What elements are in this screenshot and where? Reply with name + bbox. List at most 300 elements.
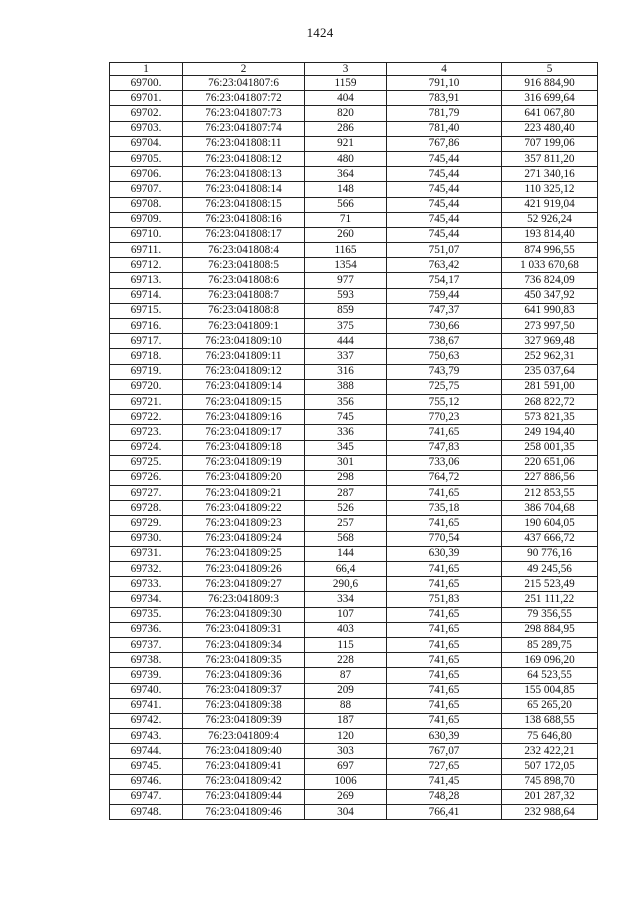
area-cell: 375 <box>305 319 387 334</box>
row-number-cell: 69746. <box>110 774 183 789</box>
specific-value-cell: 747,37 <box>387 303 502 318</box>
specific-value-cell: 748,28 <box>387 789 502 804</box>
row-number-cell: 69710. <box>110 227 183 242</box>
table-row <box>110 729 598 744</box>
cadastral-value-cell: 232 422,21 <box>502 744 598 759</box>
row-number-cell: 69721. <box>110 394 183 409</box>
table-body <box>110 76 598 820</box>
area-cell: 144 <box>305 546 387 561</box>
cadastral-value-cell: 252 962,31 <box>502 349 598 364</box>
cadastral-value-cell: 736 824,09 <box>502 273 598 288</box>
area-cell: 115 <box>305 637 387 652</box>
area-cell: 187 <box>305 713 387 728</box>
cadastral-value-cell: 316 699,64 <box>502 91 598 106</box>
area-cell: 269 <box>305 789 387 804</box>
row-number-cell: 69711. <box>110 243 183 258</box>
specific-value-cell: 745,44 <box>387 212 502 227</box>
area-cell: 345 <box>305 440 387 455</box>
area-cell: 286 <box>305 121 387 136</box>
cadastral-number-cell: 76:23:041809:36 <box>183 668 305 683</box>
cadastral-value-cell: 249 194,40 <box>502 425 598 440</box>
table-row <box>110 273 598 288</box>
row-number-cell: 69737. <box>110 637 183 652</box>
cadastral-number-cell: 76:23:041809:31 <box>183 622 305 637</box>
specific-value-cell: 750,63 <box>387 349 502 364</box>
row-number-cell: 69716. <box>110 319 183 334</box>
area-cell: 304 <box>305 805 387 820</box>
cadastral-value-cell: 258 001,35 <box>502 440 598 455</box>
cadastral-value-cell: 641 067,80 <box>502 106 598 121</box>
area-cell: 745 <box>305 410 387 425</box>
table-row <box>110 106 598 121</box>
area-cell: 593 <box>305 288 387 303</box>
area-cell: 921 <box>305 136 387 151</box>
cadastral-number-cell: 76:23:041809:1 <box>183 319 305 334</box>
row-number-cell: 69731. <box>110 546 183 561</box>
cadastral-value-cell: 916 884,90 <box>502 76 598 91</box>
cadastral-number-cell: 76:23:041809:26 <box>183 562 305 577</box>
specific-value-cell: 741,65 <box>387 486 502 501</box>
row-number-cell: 69728. <box>110 501 183 516</box>
row-number-cell: 69715. <box>110 303 183 318</box>
row-number-cell: 69701. <box>110 91 183 106</box>
cadastral-number-cell: 76:23:041808:11 <box>183 136 305 151</box>
specific-value-cell: 791,10 <box>387 76 502 91</box>
specific-value-cell: 741,65 <box>387 607 502 622</box>
row-number-cell: 69700. <box>110 76 183 91</box>
cadastral-number-cell: 76:23:041809:24 <box>183 531 305 546</box>
cadastral-number-cell: 76:23:041809:42 <box>183 774 305 789</box>
specific-value-cell: 747,83 <box>387 440 502 455</box>
cadastral-number-cell: 76:23:041809:35 <box>183 653 305 668</box>
cadastral-number-cell: 76:23:041809:12 <box>183 364 305 379</box>
table-row <box>110 455 598 470</box>
specific-value-cell: 741,65 <box>387 653 502 668</box>
cadastral-value-cell: 75 646,80 <box>502 729 598 744</box>
specific-value-cell: 745,44 <box>387 151 502 166</box>
specific-value-cell: 770,23 <box>387 410 502 425</box>
area-cell: 107 <box>305 607 387 622</box>
row-number-cell: 69729. <box>110 516 183 531</box>
row-number-cell: 69735. <box>110 607 183 622</box>
cadastral-number-cell: 76:23:041809:25 <box>183 546 305 561</box>
column-header-2: 2 <box>183 63 305 76</box>
row-number-cell: 69745. <box>110 759 183 774</box>
row-number-cell: 69724. <box>110 440 183 455</box>
specific-value-cell: 727,65 <box>387 759 502 774</box>
cadastral-number-cell: 76:23:041807:74 <box>183 121 305 136</box>
specific-value-cell: 751,07 <box>387 243 502 258</box>
row-number-cell: 69704. <box>110 136 183 151</box>
specific-value-cell: 741,65 <box>387 713 502 728</box>
table-row <box>110 212 598 227</box>
cadastral-number-cell: 76:23:041809:41 <box>183 759 305 774</box>
cadastral-number-cell: 76:23:041808:6 <box>183 273 305 288</box>
cadastral-number-cell: 76:23:041809:23 <box>183 516 305 531</box>
specific-value-cell: 741,65 <box>387 637 502 652</box>
cadastral-value-cell: 273 997,50 <box>502 319 598 334</box>
specific-value-cell: 745,44 <box>387 227 502 242</box>
cadastral-number-cell: 76:23:041808:4 <box>183 243 305 258</box>
row-number-cell: 69734. <box>110 592 183 607</box>
cadastral-number-cell: 76:23:041809:10 <box>183 334 305 349</box>
area-cell: 1165 <box>305 243 387 258</box>
row-number-cell: 69717. <box>110 334 183 349</box>
area-cell: 566 <box>305 197 387 212</box>
cadastral-number-cell: 76:23:041809:16 <box>183 410 305 425</box>
row-number-cell: 69741. <box>110 698 183 713</box>
row-number-cell: 69727. <box>110 486 183 501</box>
column-header-3: 3 <box>305 63 387 76</box>
row-number-cell: 69708. <box>110 197 183 212</box>
column-header-1: 1 <box>110 63 183 76</box>
table-row <box>110 653 598 668</box>
area-cell: 859 <box>305 303 387 318</box>
row-number-cell: 69740. <box>110 683 183 698</box>
cadastral-number-cell: 76:23:041809:30 <box>183 607 305 622</box>
cadastral-number-cell: 76:23:041807:73 <box>183 106 305 121</box>
table-row <box>110 637 598 652</box>
area-cell: 228 <box>305 653 387 668</box>
table-row <box>110 607 598 622</box>
row-number-cell: 69726. <box>110 470 183 485</box>
cadastral-value-cell: 251 111,22 <box>502 592 598 607</box>
specific-value-cell: 738,67 <box>387 334 502 349</box>
table-row <box>110 501 598 516</box>
cadastral-number-cell: 76:23:041809:20 <box>183 470 305 485</box>
specific-value-cell: 725,75 <box>387 379 502 394</box>
specific-value-cell: 745,44 <box>387 167 502 182</box>
table-row <box>110 531 598 546</box>
row-number-cell: 69712. <box>110 258 183 273</box>
area-cell: 298 <box>305 470 387 485</box>
row-number-cell: 69707. <box>110 182 183 197</box>
cadastral-value-cell: 707 199,06 <box>502 136 598 151</box>
cadastral-number-cell: 76:23:041809:38 <box>183 698 305 713</box>
table-row <box>110 744 598 759</box>
area-cell: 1006 <box>305 774 387 789</box>
row-number-cell: 69736. <box>110 622 183 637</box>
specific-value-cell: 630,39 <box>387 546 502 561</box>
area-cell: 1354 <box>305 258 387 273</box>
cadastral-value-cell: 79 356,55 <box>502 607 598 622</box>
specific-value-cell: 755,12 <box>387 394 502 409</box>
specific-value-cell: 751,83 <box>387 592 502 607</box>
area-cell: 287 <box>305 486 387 501</box>
table-row <box>110 486 598 501</box>
table-row <box>110 76 598 91</box>
cadastral-number-cell: 76:23:041808:5 <box>183 258 305 273</box>
area-cell: 480 <box>305 151 387 166</box>
row-number-cell: 69743. <box>110 729 183 744</box>
specific-value-cell: 745,44 <box>387 197 502 212</box>
area-cell: 1159 <box>305 76 387 91</box>
cadastral-value-cell: 193 814,40 <box>502 227 598 242</box>
cadastral-value-cell: 1 033 670,68 <box>502 258 598 273</box>
cadastral-number-cell: 76:23:041809:39 <box>183 713 305 728</box>
table-row <box>110 167 598 182</box>
row-number-cell: 69714. <box>110 288 183 303</box>
area-cell: 120 <box>305 729 387 744</box>
cadastral-number-cell: 76:23:041809:22 <box>183 501 305 516</box>
area-cell: 209 <box>305 683 387 698</box>
table-header-row <box>110 63 598 76</box>
cadastral-value-cell: 49 245,56 <box>502 562 598 577</box>
cadastral-value-cell: 155 004,85 <box>502 683 598 698</box>
cadastral-number-cell: 76:23:041808:8 <box>183 303 305 318</box>
table-row <box>110 121 598 136</box>
cadastral-value-cell: 874 996,55 <box>502 243 598 258</box>
table-row <box>110 516 598 531</box>
specific-value-cell: 770,54 <box>387 531 502 546</box>
specific-value-cell: 767,86 <box>387 136 502 151</box>
table-row <box>110 334 598 349</box>
table-row <box>110 151 598 166</box>
cadastral-value-cell: 507 172,05 <box>502 759 598 774</box>
cadastral-value-cell: 223 480,40 <box>502 121 598 136</box>
table-row <box>110 789 598 804</box>
table-row <box>110 470 598 485</box>
cadastral-value-cell: 357 811,20 <box>502 151 598 166</box>
row-number-cell: 69718. <box>110 349 183 364</box>
cadastral-number-cell: 76:23:041809:46 <box>183 805 305 820</box>
cadastral-number-cell: 76:23:041809:19 <box>183 455 305 470</box>
cadastral-number-cell: 76:23:041807:72 <box>183 91 305 106</box>
area-cell: 404 <box>305 91 387 106</box>
row-number-cell: 69709. <box>110 212 183 227</box>
area-cell: 336 <box>305 425 387 440</box>
cadastral-value-cell: 220 651,06 <box>502 455 598 470</box>
area-cell: 337 <box>305 349 387 364</box>
cadastral-value-cell: 232 988,64 <box>502 805 598 820</box>
cadastral-value-cell: 281 591,00 <box>502 379 598 394</box>
cadastral-value-table <box>109 62 598 820</box>
cadastral-number-cell: 76:23:041809:40 <box>183 744 305 759</box>
specific-value-cell: 754,17 <box>387 273 502 288</box>
cadastral-number-cell: 76:23:041809:27 <box>183 577 305 592</box>
cadastral-number-cell: 76:23:041807:6 <box>183 76 305 91</box>
cadastral-value-cell: 327 969,48 <box>502 334 598 349</box>
cadastral-number-cell: 76:23:041809:17 <box>183 425 305 440</box>
specific-value-cell: 741,65 <box>387 562 502 577</box>
cadastral-value-cell: 386 704,68 <box>502 501 598 516</box>
cadastral-number-cell: 76:23:041809:37 <box>183 683 305 698</box>
cadastral-value-cell: 268 822,72 <box>502 394 598 409</box>
table-row <box>110 683 598 698</box>
row-number-cell: 69733. <box>110 577 183 592</box>
cadastral-value-cell: 110 325,12 <box>502 182 598 197</box>
specific-value-cell: 741,65 <box>387 622 502 637</box>
specific-value-cell: 759,44 <box>387 288 502 303</box>
row-number-cell: 69720. <box>110 379 183 394</box>
area-cell: 257 <box>305 516 387 531</box>
cadastral-value-cell: 85 289,75 <box>502 637 598 652</box>
cadastral-number-cell: 76:23:041808:16 <box>183 212 305 227</box>
cadastral-number-cell: 76:23:041809:14 <box>183 379 305 394</box>
area-cell: 526 <box>305 501 387 516</box>
cadastral-value-cell: 169 096,20 <box>502 653 598 668</box>
specific-value-cell: 741,65 <box>387 425 502 440</box>
row-number-cell: 69739. <box>110 668 183 683</box>
table-row <box>110 577 598 592</box>
cadastral-value-cell: 90 776,16 <box>502 546 598 561</box>
table-row <box>110 349 598 364</box>
specific-value-cell: 763,42 <box>387 258 502 273</box>
specific-value-cell: 741,65 <box>387 516 502 531</box>
column-header-4: 4 <box>387 63 502 76</box>
cadastral-number-cell: 76:23:041809:34 <box>183 637 305 652</box>
cadastral-number-cell: 76:23:041809:4 <box>183 729 305 744</box>
table-row <box>110 182 598 197</box>
specific-value-cell: 733,06 <box>387 455 502 470</box>
row-number-cell: 69725. <box>110 455 183 470</box>
cadastral-value-cell: 641 990,83 <box>502 303 598 318</box>
row-number-cell: 69742. <box>110 713 183 728</box>
table-row <box>110 410 598 425</box>
row-number-cell: 69723. <box>110 425 183 440</box>
cadastral-number-cell: 76:23:041808:15 <box>183 197 305 212</box>
area-cell: 697 <box>305 759 387 774</box>
cadastral-number-cell: 76:23:041809:15 <box>183 394 305 409</box>
table-row <box>110 197 598 212</box>
cadastral-value-cell: 271 340,16 <box>502 167 598 182</box>
table-row <box>110 319 598 334</box>
table-row <box>110 364 598 379</box>
area-cell: 66,4 <box>305 562 387 577</box>
area-cell: 87 <box>305 668 387 683</box>
specific-value-cell: 730,66 <box>387 319 502 334</box>
cadastral-number-cell: 76:23:041808:13 <box>183 167 305 182</box>
cadastral-number-cell: 76:23:041809:11 <box>183 349 305 364</box>
row-number-cell: 69702. <box>110 106 183 121</box>
specific-value-cell: 741,65 <box>387 668 502 683</box>
row-number-cell: 69722. <box>110 410 183 425</box>
cadastral-value-cell: 201 287,32 <box>502 789 598 804</box>
cadastral-number-cell: 76:23:041809:44 <box>183 789 305 804</box>
cadastral-value-cell: 745 898,70 <box>502 774 598 789</box>
area-cell: 334 <box>305 592 387 607</box>
cadastral-value-cell: 437 666,72 <box>502 531 598 546</box>
area-cell: 444 <box>305 334 387 349</box>
cadastral-number-cell: 76:23:041809:3 <box>183 592 305 607</box>
area-cell: 303 <box>305 744 387 759</box>
cadastral-value-cell: 450 347,92 <box>502 288 598 303</box>
row-number-cell: 69732. <box>110 562 183 577</box>
cadastral-value-cell: 138 688,55 <box>502 713 598 728</box>
specific-value-cell: 745,44 <box>387 182 502 197</box>
cadastral-value-cell: 235 037,64 <box>502 364 598 379</box>
table-row <box>110 440 598 455</box>
row-number-cell: 69748. <box>110 805 183 820</box>
area-cell: 356 <box>305 394 387 409</box>
table-row <box>110 622 598 637</box>
cadastral-value-cell: 215 523,49 <box>502 577 598 592</box>
row-number-cell: 69713. <box>110 273 183 288</box>
table-row <box>110 303 598 318</box>
cadastral-number-cell: 76:23:041808:17 <box>183 227 305 242</box>
cadastral-number-cell: 76:23:041809:18 <box>183 440 305 455</box>
table-row <box>110 379 598 394</box>
cadastral-value-cell: 52 926,24 <box>502 212 598 227</box>
cadastral-value-cell: 212 853,55 <box>502 486 598 501</box>
table-row <box>110 136 598 151</box>
row-number-cell: 69719. <box>110 364 183 379</box>
specific-value-cell: 630,39 <box>387 729 502 744</box>
table-row <box>110 288 598 303</box>
table-row <box>110 258 598 273</box>
cadastral-number-cell: 76:23:041808:7 <box>183 288 305 303</box>
row-number-cell: 69738. <box>110 653 183 668</box>
table-row <box>110 546 598 561</box>
row-number-cell: 69705. <box>110 151 183 166</box>
cadastral-value-cell: 190 604,05 <box>502 516 598 531</box>
specific-value-cell: 743,79 <box>387 364 502 379</box>
cadastral-value-cell: 227 886,56 <box>502 470 598 485</box>
specific-value-cell: 741,65 <box>387 698 502 713</box>
specific-value-cell: 766,41 <box>387 805 502 820</box>
cadastral-value-cell: 573 821,35 <box>502 410 598 425</box>
table-row <box>110 774 598 789</box>
area-cell: 977 <box>305 273 387 288</box>
cadastral-value-cell: 298 884,95 <box>502 622 598 637</box>
area-cell: 71 <box>305 212 387 227</box>
table-row <box>110 698 598 713</box>
table-row <box>110 227 598 242</box>
area-cell: 568 <box>305 531 387 546</box>
table-row <box>110 425 598 440</box>
area-cell: 148 <box>305 182 387 197</box>
column-header-5: 5 <box>502 63 598 76</box>
area-cell: 364 <box>305 167 387 182</box>
row-number-cell: 69730. <box>110 531 183 546</box>
table-row <box>110 713 598 728</box>
cadastral-number-cell: 76:23:041809:21 <box>183 486 305 501</box>
table-row <box>110 592 598 607</box>
page-number: 1424 <box>306 25 334 40</box>
area-cell: 301 <box>305 455 387 470</box>
cadastral-value-cell: 421 919,04 <box>502 197 598 212</box>
row-number-cell: 69744. <box>110 744 183 759</box>
specific-value-cell: 767,07 <box>387 744 502 759</box>
table-row <box>110 668 598 683</box>
specific-value-cell: 783,91 <box>387 91 502 106</box>
row-number-cell: 69703. <box>110 121 183 136</box>
table-row <box>110 805 598 820</box>
specific-value-cell: 781,40 <box>387 121 502 136</box>
area-cell: 88 <box>305 698 387 713</box>
table-row <box>110 91 598 106</box>
row-number-cell: 69706. <box>110 167 183 182</box>
specific-value-cell: 735,18 <box>387 501 502 516</box>
table-row <box>110 759 598 774</box>
cadastral-number-cell: 76:23:041808:12 <box>183 151 305 166</box>
area-cell: 260 <box>305 227 387 242</box>
specific-value-cell: 741,65 <box>387 577 502 592</box>
area-cell: 403 <box>305 622 387 637</box>
specific-value-cell: 781,79 <box>387 106 502 121</box>
area-cell: 316 <box>305 364 387 379</box>
area-cell: 290,6 <box>305 577 387 592</box>
area-cell: 388 <box>305 379 387 394</box>
specific-value-cell: 741,65 <box>387 683 502 698</box>
specific-value-cell: 741,45 <box>387 774 502 789</box>
table-row <box>110 243 598 258</box>
table-row <box>110 394 598 409</box>
area-cell: 820 <box>305 106 387 121</box>
specific-value-cell: 764,72 <box>387 470 502 485</box>
table-row <box>110 562 598 577</box>
cadastral-value-cell: 64 523,55 <box>502 668 598 683</box>
